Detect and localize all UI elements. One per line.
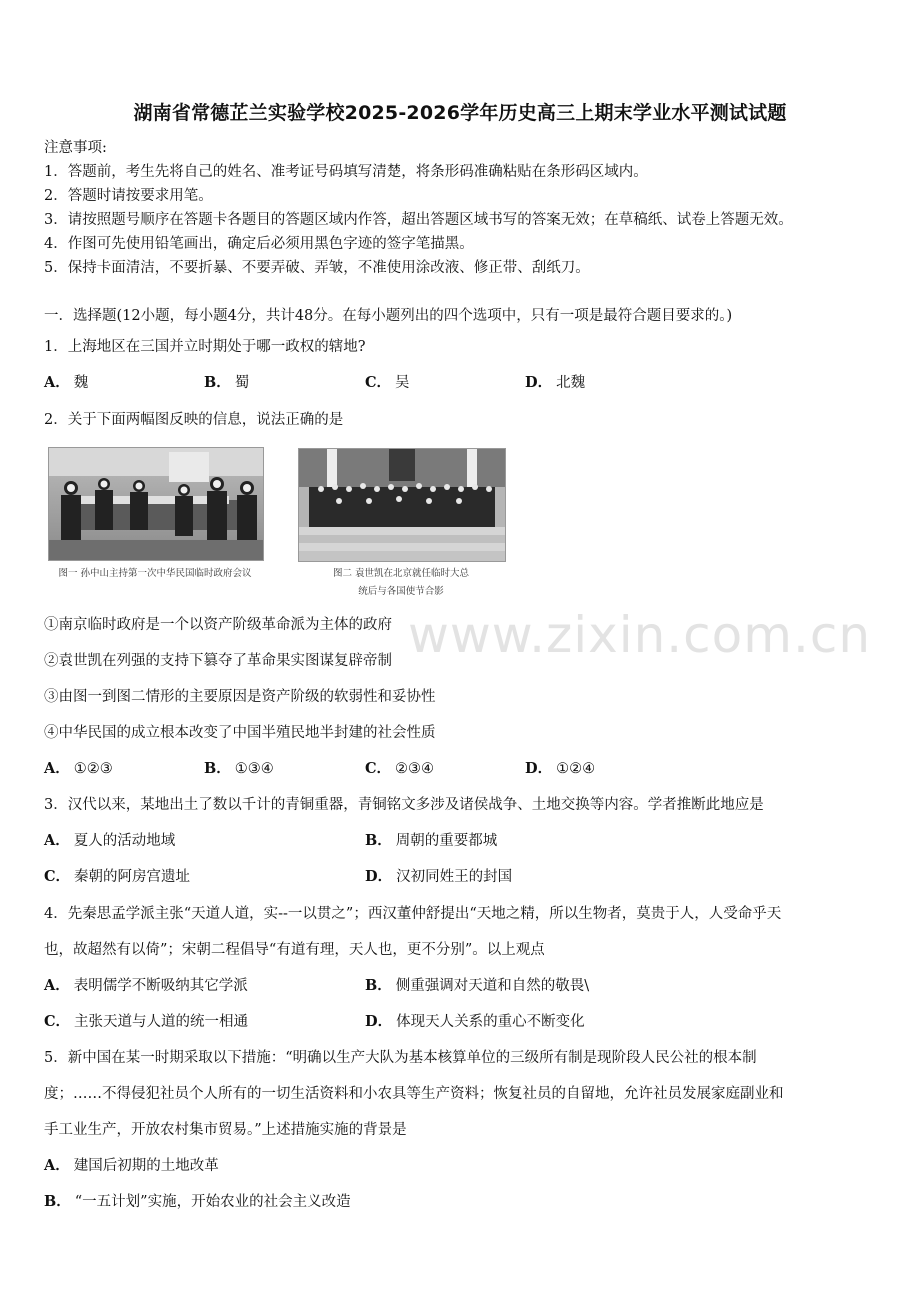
question-3-stem: 3．汉代以来，某地出土了数以千计的青铜重器，青铜铭文多涉及诸侯战争、土地交换等内容。学者推断此地应是 (44, 797, 764, 813)
q1-option-c[interactable]: C． 吴 (365, 374, 410, 391)
figure-1-caption: 图一 孙中山主持第一次中华民国临时政府会议 (58, 568, 252, 579)
q1-option-b[interactable]: B． 蜀 (204, 374, 250, 391)
notice-item: 4．作图可先使用铅笔画出，确定后必须用黑色字迹的签字笔描黑。 (44, 236, 474, 252)
q3-option-c[interactable]: C． 秦朝的阿房宫遗址 (44, 868, 191, 885)
figure-2-caption: 统后与各国使节合影 (358, 586, 444, 597)
figure-2-photo (298, 448, 506, 562)
q2-option-c[interactable]: C． ②③④ (365, 760, 435, 777)
notice-item: 1．答题前，考生先将自己的姓名、准考证号码填写清楚，将条形码准确粘贴在条形码区域内。 (44, 164, 648, 180)
q5-option-a[interactable]: A． 建国后初期的土地改革 (44, 1157, 219, 1174)
statement: ③由图一到图二情形的主要原因是资产阶级的软弱性和妥协性 (44, 689, 436, 705)
question-5-stem-cont: 手工业生产，开放农村集市贸易。”上述措施实施的背景是 (44, 1122, 407, 1138)
watermark: www.zixin.com.cn (408, 606, 872, 664)
q3-option-a[interactable]: A． 夏人的活动地域 (44, 832, 176, 849)
q4-option-d[interactable]: D． 体现天人关系的重心不断变化 (365, 1013, 585, 1030)
question-5-stem: 5．新中国在某一时期采取以下措施：“明确以生产大队为基本核算单位的三级所有制是现阶段人民公社的根本制 (44, 1050, 757, 1066)
q2-option-d[interactable]: D． ①②④ (525, 760, 596, 777)
q5-option-b[interactable]: B． “一五计划”实施，开始农业的社会主义改造 (44, 1193, 351, 1210)
question-1-stem: 1．上海地区在三国并立时期处于哪一政权的辖地? (44, 339, 366, 355)
notice-item: 3．请按照题号顺序在答题卡各题目的答题区域内作答，超出答题区域书写的答案无效；在草稿纸、试卷上答题无效。 (44, 212, 793, 228)
question-5-stem-cont: 度；……不得侵犯社员个人所有的一切生活资料和小农具等生产资料；恢复社员的自留地，允许社员发展家庭副业和 (44, 1086, 784, 1102)
q4-option-b[interactable]: B． 侧重强调对天道和自然的敬畏\ (365, 977, 590, 994)
question-4-stem: 4．先秦思孟学派主张“天道人道，实--一以贯之”；西汉董仲舒提出“天地之精，所以生物者，莫贵于人，人受命乎天 (44, 906, 782, 922)
q2-option-b[interactable]: B． ①③④ (204, 760, 274, 777)
q2-option-a[interactable]: A． ①②③ (44, 760, 113, 777)
notice-heading: 注意事项: (44, 140, 107, 156)
q3-option-b[interactable]: B． 周朝的重要都城 (365, 832, 498, 849)
statement: ④中华民国的成立根本改变了中国半殖民地半封建的社会性质 (44, 725, 436, 741)
question-4-stem-cont: 也，故超然有以倚”；宋朝二程倡导“有道有理，天人也，更不分别”。以上观点 (44, 942, 545, 958)
q4-option-c[interactable]: C． 主张天道与人道的统一相通 (44, 1013, 249, 1030)
q4-option-a[interactable]: A． 表明儒学不断吸纳其它学派 (44, 977, 248, 994)
statement: ②袁世凯在列强的支持下篡夺了革命果实图谋复辟帝制 (44, 653, 392, 669)
page-title: 湖南省常德芷兰实验学校2025-2026学年历史高三上期末学业水平测试试题 (133, 102, 787, 124)
notice-item: 5．保持卡面清洁，不要折暴、不要弄破、弄皱，不准使用涂改液、修正带、刮纸刀。 (44, 260, 590, 276)
question-2-stem: 2．关于下面两幅图反映的信息，说法正确的是 (44, 412, 344, 428)
statement: ①南京临时政府是一个以资产阶级革命派为主体的政府 (44, 617, 392, 633)
figure-1-photo (48, 447, 264, 561)
q1-option-a[interactable]: A． 魏 (44, 374, 89, 391)
figure-2-caption: 图二 袁世凯在北京就任临时大总 (332, 568, 470, 579)
q3-option-d[interactable]: D． 汉初同姓王的封国 (365, 868, 513, 885)
q1-option-d[interactable]: D． 北魏 (525, 374, 586, 391)
section-heading: 一．选择题(12小题，每小题4分，共计48分。在每小题列出的四个选项中，只有一项是最符合题目要求的。) (44, 308, 733, 324)
notice-item: 2．答题时请按要求用笔。 (44, 188, 213, 204)
